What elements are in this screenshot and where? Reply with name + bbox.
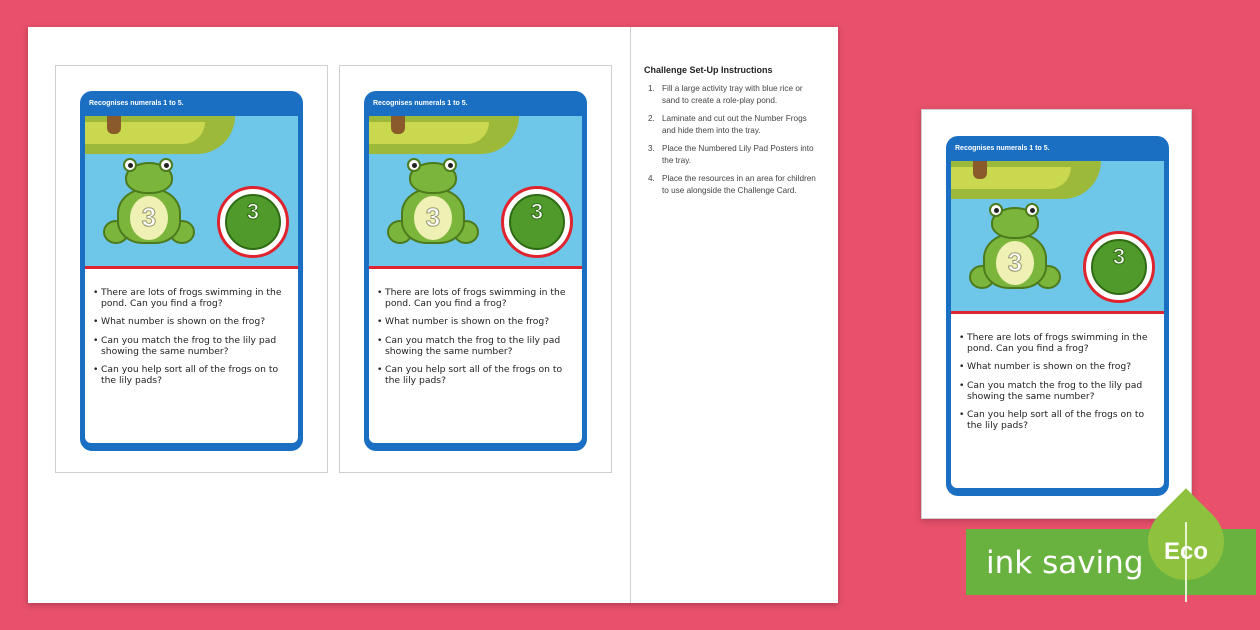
ink-saving-label: ink saving xyxy=(986,545,1144,581)
challenge-card xyxy=(364,91,587,451)
document-sheet xyxy=(28,27,838,603)
frog-icon xyxy=(969,203,1061,295)
card-heading: Recognises numerals 1 to 5. xyxy=(373,100,468,107)
instruction-step: 4. Place the resources in an area for children to use alongside the Challenge Card. xyxy=(648,174,816,195)
question-item: • What number is shown on the frog? xyxy=(377,316,550,328)
pond-illustration xyxy=(85,116,298,269)
single-card-sheet xyxy=(921,109,1192,519)
tree-trunk-icon xyxy=(391,116,405,134)
setup-instructions xyxy=(644,65,819,203)
card-frame-1 xyxy=(55,65,328,473)
challenge-card xyxy=(80,91,303,451)
instruction-step: 1. Fill a large activity tray with blue rice or sand to create a role-play pond. xyxy=(648,84,803,105)
question-list xyxy=(85,269,298,443)
question-item: • Can you match the frog to the lily pad showing the same number? xyxy=(959,379,1143,402)
tree-trunk-icon xyxy=(107,116,121,134)
frog-number: 3 xyxy=(425,202,441,232)
question-item: • What number is shown on the frog? xyxy=(959,361,1132,373)
question-item: • There are lots of frogs swimming in the pond. Can you find a frog? xyxy=(959,332,1148,355)
question-item: • Can you match the frog to the lily pad showing the same number? xyxy=(93,334,277,357)
pond-illustration xyxy=(951,161,1164,314)
question-item: • There are lots of frogs swimming in the pond. Can you find a frog? xyxy=(93,287,282,310)
question-item: • Can you help sort all of the frogs on to the lily pads? xyxy=(959,409,1145,432)
frog-icon xyxy=(387,158,479,250)
question-list xyxy=(951,314,1164,488)
instruction-step: 2. Laminate and cut out the Number Frogs and hide them into the tray. xyxy=(648,114,807,135)
eco-leaf-icon xyxy=(1148,482,1224,602)
page-fold-line xyxy=(630,27,631,603)
question-list xyxy=(369,269,582,443)
card-heading: Recognises numerals 1 to 5. xyxy=(89,100,184,107)
question-item: • Can you help sort all of the frogs on to the lily pads? xyxy=(377,364,563,387)
lily-pad-number: 3 xyxy=(1112,244,1126,269)
question-item: • What number is shown on the frog? xyxy=(93,316,266,328)
question-item: • Can you match the frog to the lily pad showing the same number? xyxy=(377,334,561,357)
challenge-card xyxy=(946,136,1169,496)
question-item: • Can you help sort all of the frogs on to the lily pads? xyxy=(93,364,279,387)
frog-number: 3 xyxy=(1007,247,1023,277)
card-heading: Recognises numerals 1 to 5. xyxy=(955,145,1050,152)
pond-illustration xyxy=(369,116,582,269)
frog-icon xyxy=(103,158,195,250)
instruction-step: 3. Place the Numbered Lily Pad Posters into the tray. xyxy=(648,144,814,165)
eco-label: Eco xyxy=(1163,538,1208,565)
lily-pad-icon xyxy=(217,186,289,258)
lily-pad-number: 3 xyxy=(246,199,260,224)
lily-pad-icon xyxy=(501,186,573,258)
lily-pad-icon xyxy=(1083,231,1155,303)
frog-number: 3 xyxy=(141,202,157,232)
question-item: • There are lots of frogs swimming in the pond. Can you find a frog? xyxy=(377,287,566,310)
instructions-title: Challenge Set-Up Instructions xyxy=(644,65,773,75)
lily-pad-number: 3 xyxy=(530,199,544,224)
card-frame-2 xyxy=(339,65,612,473)
tree-trunk-icon xyxy=(973,161,987,179)
